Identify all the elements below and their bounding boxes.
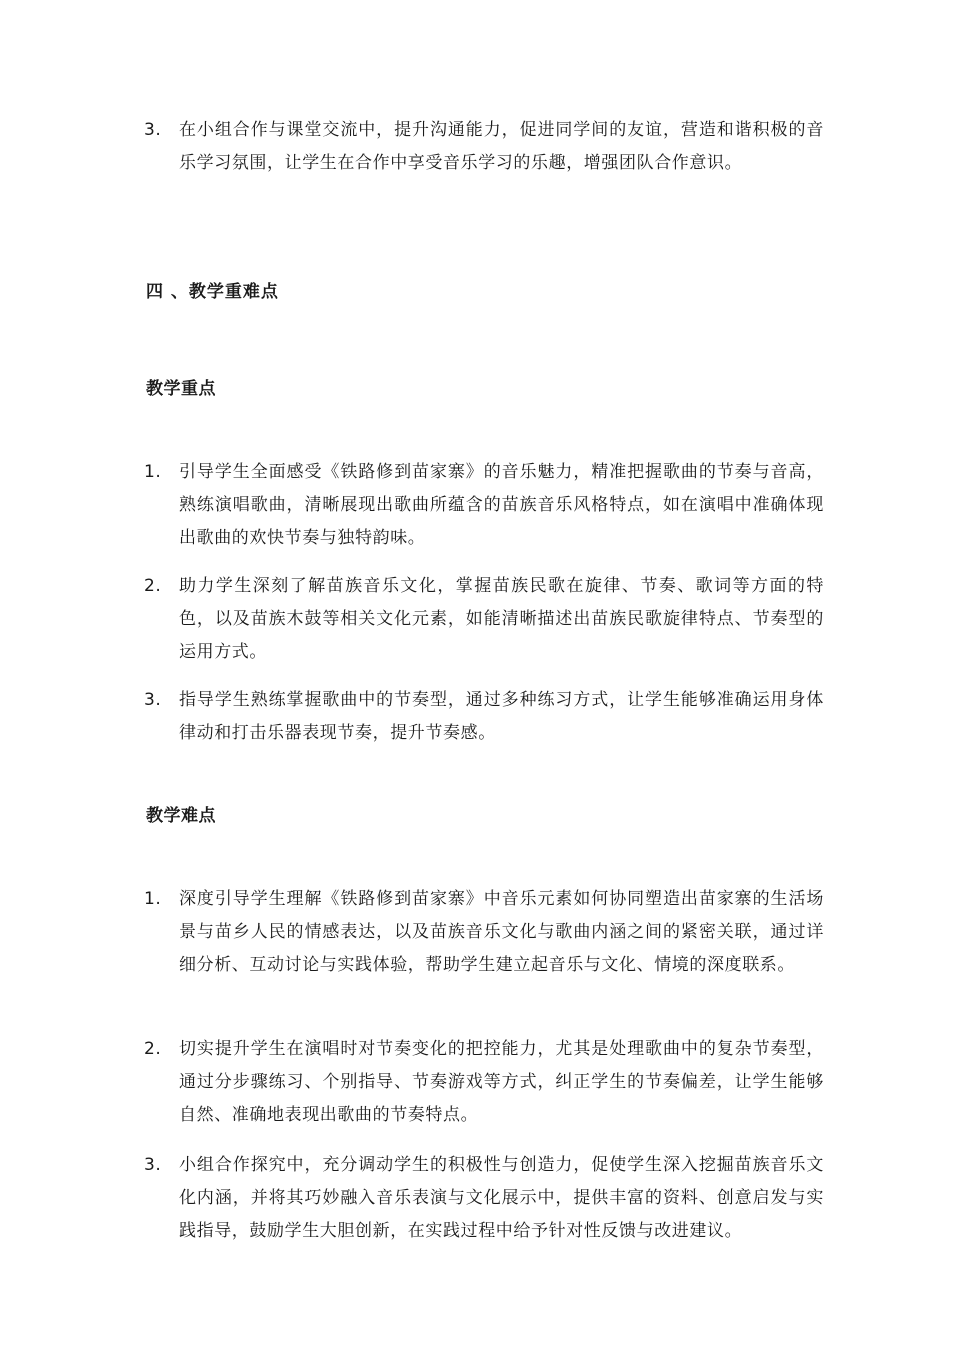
list-text: 切实提升学生在演唱时对节奏变化的把控能力，尤其是处理歌曲中的复杂节奏型，通过分步骤练习、个别指导、节奏游戏等方式，纠正学生的节奏偏差，让学生能够自然、准确地表现出歌曲的节奏特点。 — [179, 1039, 824, 1125]
list-text: 引导学生全面感受《铁路修到苗家寨》的音乐魅力，精准把握歌曲的节奏与音高，熟练演唱歌曲，清晰展现出歌曲所蕴含的苗族音乐风格特点，如在演唱中准确体现出歌曲的欢快节奏与独特韵味。 — [179, 462, 824, 548]
list-number: 2. — [144, 1039, 162, 1059]
difficult-point-item-1 — [144, 883, 824, 982]
difficult-point-item-3 — [144, 1149, 824, 1248]
list-text: 深度引导学生理解《铁路修到苗家寨》中音乐元素如何协同塑造出苗家寨的生活场景与苗乡人民的情感表达，以及苗族音乐文化与歌曲内涵之间的紧密关联，通过详细分析、互动讨论与实践体验，帮助学生建立起音乐与文化、情境的深度联系。 — [179, 889, 824, 975]
key-point-item-2 — [144, 570, 824, 669]
list-text: 助力学生深刻了解苗族音乐文化，掌握苗族民歌在旋律、节奏、歌词等方面的特色，以及苗族木鼓等相关文化元素，如能清晰描述出苗族民歌旋律特点、节奏型的运用方式。 — [179, 576, 824, 662]
key-point-item-1 — [144, 456, 824, 555]
key-points-heading: 教学重点 — [146, 379, 216, 399]
section-heading: 四 、教学重难点 — [146, 282, 279, 302]
list-number: 1. — [144, 889, 162, 909]
list-number: 2. — [144, 576, 162, 596]
difficult-point-item-2 — [144, 1033, 824, 1132]
list-number: 3. — [144, 690, 162, 710]
list-number: 1. — [144, 462, 162, 482]
list-number: 3. — [144, 120, 162, 140]
key-point-item-3 — [144, 684, 824, 750]
list-text: 在小组合作与课堂交流中，提升沟通能力，促进同学间的友谊，营造和谐积极的音乐学习氛围，让学生在合作中享受音乐学习的乐趣，增强团队合作意识。 — [179, 120, 824, 173]
list-text: 指导学生熟练掌握歌曲中的节奏型，通过多种练习方式，让学生能够准确运用身体律动和打击乐器表现节奏，提升节奏感。 — [179, 690, 824, 743]
list-text: 小组合作探究中，充分调动学生的积极性与创造力，促使学生深入挖掘苗族音乐文化内涵，并将其巧妙融入音乐表演与文化展示中，提供丰富的资料、创意启发与实践指导，鼓励学生大胆创新，在实践过程中给予针对性反馈与改进建议。 — [179, 1155, 824, 1241]
list-number: 3. — [144, 1155, 162, 1175]
difficult-points-heading: 教学难点 — [146, 806, 216, 826]
objective-item-3 — [144, 114, 824, 180]
